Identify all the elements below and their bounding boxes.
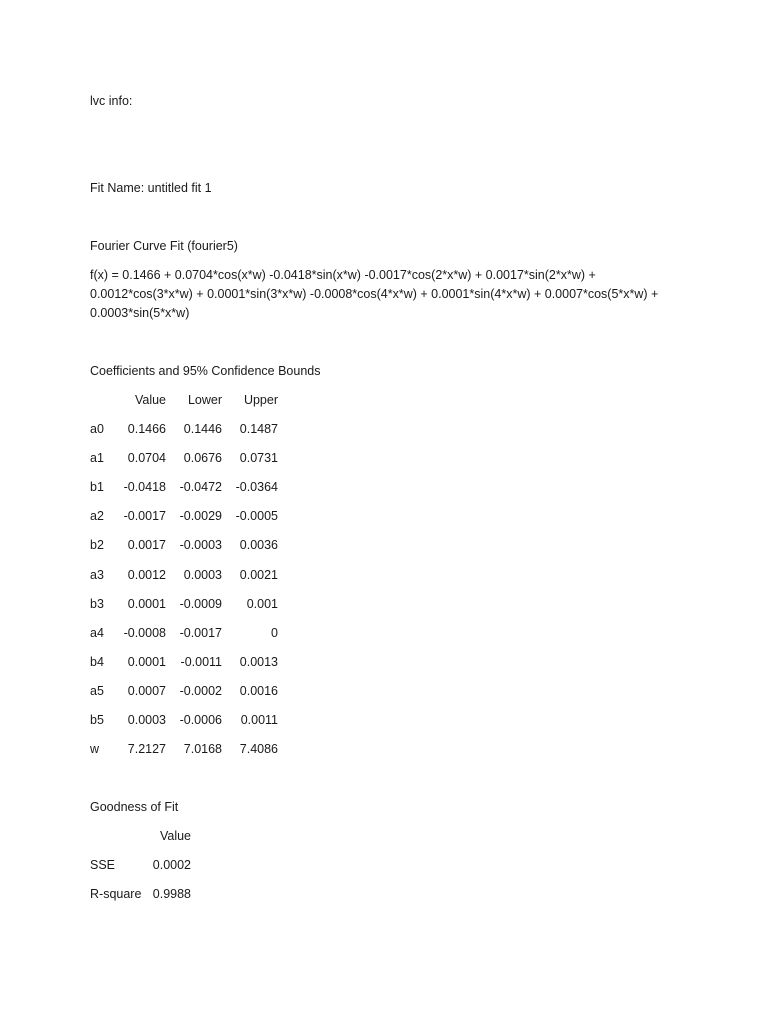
goodness-value: 0.0002	[152, 858, 191, 872]
coefficient-upper: 0.1487	[239, 422, 278, 436]
coefficient-upper: -0.0364	[235, 480, 278, 495]
coefficient-name: a2	[90, 509, 104, 524]
goodness-name: R-square	[90, 887, 142, 901]
coefficient-lower: 7.0168	[183, 742, 222, 757]
coefficient-value: 0.0001	[127, 596, 166, 611]
goodness-header-value: Value	[159, 829, 191, 843]
coefficient-name: a0	[90, 422, 104, 436]
coefficient-name: a3	[90, 567, 104, 582]
coefficient-name: b4	[90, 654, 104, 669]
coefficient-lower: -0.0006	[179, 713, 222, 727]
coefficient-upper: 0.0036	[239, 538, 278, 553]
coefficient-upper: 0	[271, 625, 278, 640]
goodness-value: 0.9988	[152, 887, 191, 901]
coefficient-lower: -0.0029	[179, 509, 222, 524]
coefficient-upper: 0.0013	[239, 654, 278, 669]
coefficient-lower: -0.0009	[179, 596, 222, 611]
header-lower: Lower	[187, 393, 222, 407]
coefficient-lower: -0.0003	[179, 538, 222, 553]
coefficient-name: b5	[90, 713, 104, 727]
coefficient-upper: 0.0016	[239, 683, 278, 698]
coefficient-lower: -0.0002	[179, 683, 222, 698]
coefficient-upper: 0.0011	[240, 713, 278, 727]
coefficient-name: b2	[90, 538, 104, 553]
coefficient-name: a1	[90, 451, 104, 466]
ivc-info-label: lvc info:	[90, 94, 133, 108]
fit-type: Fourier Curve Fit (fourier5)	[90, 239, 238, 253]
coefficient-value: 7.2127	[127, 742, 166, 757]
coefficient-lower: 0.0003	[183, 567, 222, 582]
coefficient-lower: -0.0472	[179, 480, 222, 495]
coefficient-upper: -0.0005	[235, 509, 278, 524]
coefficient-upper: 7.4086	[239, 742, 278, 757]
coefficient-value: 0.0007	[127, 683, 166, 698]
coefficient-lower: -0.0017	[179, 625, 222, 640]
coefficients-heading: Coefficients and 95% Confidence Bounds	[90, 364, 321, 378]
coefficient-lower: 0.1446	[183, 422, 222, 436]
coefficient-value: 0.0012	[127, 567, 166, 582]
coefficient-name: a4	[90, 625, 104, 640]
coefficient-upper: 0.001	[246, 596, 278, 611]
coefficient-name: a5	[90, 683, 104, 698]
goodness-heading: Goodness of Fit	[90, 800, 179, 814]
goodness-name: SSE	[90, 858, 116, 872]
coefficient-upper: 0.0021	[239, 567, 278, 582]
coefficient-value: 0.0704	[127, 451, 166, 466]
header-value: Value	[134, 393, 166, 407]
coefficient-lower: 0.0676	[183, 451, 222, 466]
coefficient-value: -0.0418	[123, 480, 166, 495]
coefficient-value: -0.0017	[123, 509, 166, 524]
coefficient-name: b3	[90, 596, 104, 611]
header-upper: Upper	[243, 393, 278, 407]
coefficient-value: 0.0001	[127, 654, 166, 669]
fit-equation: f(x) = 0.1466 + 0.0704*cos(x*w) -0.0418*sin(x*w) -0.0017*cos(2*x*w) + 0.0017*sin(2*x*w) + 0.0012*cos(3*x*w) + 0.0001*sin(3*x*w) -0.0008*cos(4*x*w) + 0.0001*sin(4*x*w) + 0.0007*cos(5*x*w) + 0.0003*sin(5*x*w)	[90, 268, 659, 320]
fit-name: Fit Name: untitled fit 1	[90, 181, 212, 195]
coefficient-value: -0.0008	[123, 625, 166, 640]
coefficient-upper: 0.0731	[239, 451, 278, 466]
coefficient-name: w	[90, 742, 100, 757]
coefficient-name: b1	[90, 480, 104, 495]
coefficient-value: 0.0003	[127, 713, 166, 727]
coefficient-value: 0.1466	[127, 422, 166, 436]
coefficient-lower: -0.0011	[180, 654, 222, 669]
coefficient-value: 0.0017	[127, 538, 166, 553]
